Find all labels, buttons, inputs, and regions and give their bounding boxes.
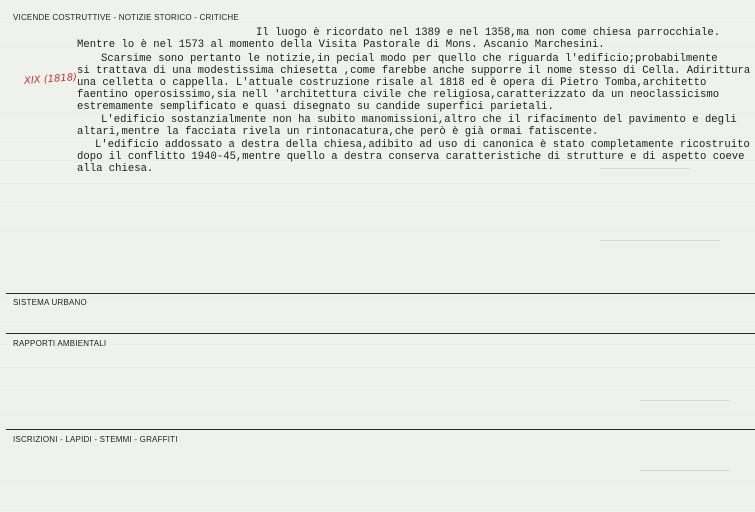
section-label-rapporti: RAPPORTI AMBIENTALI — [13, 339, 107, 348]
body-line-7: estremamente semplificato e quasi disegnato su candide superfici parietali. — [77, 101, 554, 113]
section-divider — [6, 293, 755, 294]
section-divider — [6, 429, 755, 430]
body-line-1: Il luogo è ricordato nel 1389 e nel 1358,ma non come chiesa parrocchiale. — [256, 27, 721, 39]
section-label-iscrizioni: ISCRIZIONI - LAPIDI - STEMMI - GRAFFITI — [13, 435, 178, 444]
bleed-through-mark — [640, 470, 730, 471]
body-line-4: si trattava di una modestissima chiesetta ,come farebbe anche supporre il nome stesso di Cella. Adirittura — [77, 65, 751, 77]
margin-note-date: XIX (1818) — [23, 72, 78, 87]
body-line-10: L'edificio addossato a destra della chiesa,adibito ad uso di canonica è stato completamente ricostruito — [95, 139, 750, 151]
body-line-8: L'edificio sostanzialmente non ha subito manomissioni,altro che il rifacimento del pavimento e degli — [101, 114, 737, 126]
body-line-6: faentino operosissimo,sia nell 'architettura civile che religiosa,caratterizzato da un neoclassicismo — [77, 89, 720, 101]
bleed-through-mark — [600, 168, 690, 169]
bleed-through-mark — [640, 400, 730, 401]
section-label-sistema: SISTEMA URBANO — [13, 298, 87, 307]
body-line-2: Mentre lo è nel 1573 al momento della Visita Pastorale di Mons. Ascanio Marchesini. — [77, 39, 605, 51]
body-line-5: una celletta o cappella. L'attuale costruzione risale al 1818 ed è opera di Pietro Tomba,architetto — [77, 77, 707, 89]
body-line-12: alla chiesa. — [77, 163, 154, 175]
section-divider — [6, 333, 755, 334]
body-line-9: altari,mentre la facciata rivela un rintonacatura,che però è già ormai fatiscente. — [77, 126, 599, 138]
body-line-3: Scarsime sono pertanto le notizie,in pecial modo per quello che riguarda l'edificio;probabilmente — [101, 53, 718, 65]
section-label-vicende: VICENDE COSTRUTTIVE - NOTIZIE STORICO - CRITICHE — [13, 13, 239, 22]
bleed-through-mark — [600, 240, 720, 241]
body-line-11: dopo il conflitto 1940-45,mentre quello a destra conserva caratteristiche di strutture e di aspetto coeve — [77, 151, 745, 163]
